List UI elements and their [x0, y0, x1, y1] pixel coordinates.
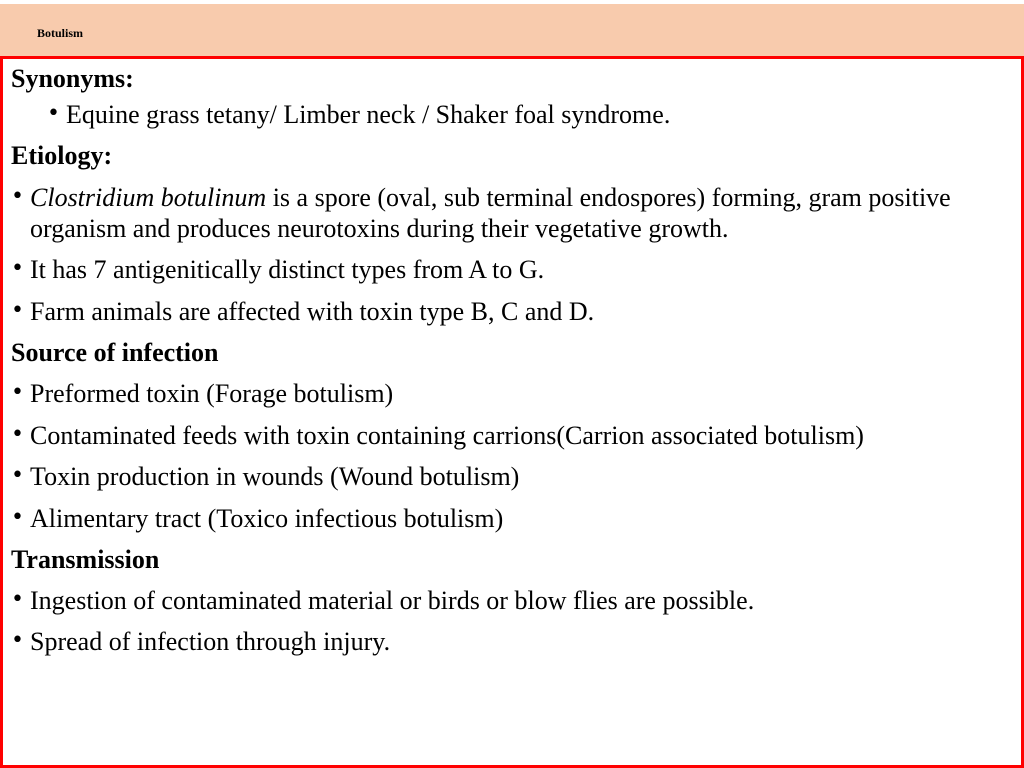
bullet-icon: • [11, 628, 24, 653]
synonyms-item: Equine grass tetany/ Limber neck / Shaker foal syndrome. [66, 100, 671, 129]
bullet-icon: • [11, 184, 24, 209]
list-item [11, 420, 1011, 451]
list-item [11, 378, 971, 409]
etiology-item-3: Farm animals are affected with toxin type B, C and D. [30, 297, 595, 326]
list-item [11, 461, 971, 492]
content-box [0, 56, 1024, 768]
list-item [11, 254, 971, 285]
etiology-heading: Etiology: [11, 141, 113, 170]
etiology-item-2: It has 7 antigenitically distinct types from A to G. [30, 255, 545, 284]
bullet-icon: • [11, 256, 24, 281]
transmission-item-1: Ingestion of contaminated material or birds or blow flies are possible. [30, 586, 755, 615]
bullet-icon: • [47, 101, 60, 126]
bullet-icon: • [11, 505, 24, 530]
etiology-item-1 [30, 182, 961, 244]
list-item [11, 296, 971, 327]
source-item-3: Toxin production in wounds (Wound botulism) [30, 462, 520, 491]
list-item [11, 585, 971, 616]
source-item-2: Contaminated feeds with toxin containing carrions(Carrion associated botulism) [30, 421, 864, 450]
list-item [11, 182, 961, 244]
etiology-item-1-text: is a spore (oval, sub terminal endospores) forming, gram positive organism and produces neurotoxins during their vegetative growth. [30, 183, 951, 243]
transmission-heading: Transmission [11, 545, 160, 574]
synonyms-heading: Synonyms: [11, 64, 134, 93]
list-item [47, 99, 1007, 130]
bullet-icon: • [11, 422, 24, 447]
list-item [11, 626, 971, 657]
title-bar [0, 4, 1024, 56]
bullet-icon: • [11, 587, 24, 612]
source-item-4: Alimentary tract (Toxico infectious botulism) [30, 504, 504, 533]
transmission-item-2: Spread of infection through injury. [30, 627, 391, 656]
source-heading: Source of infection [11, 338, 219, 367]
bullet-icon: • [11, 298, 24, 323]
bullet-icon: • [11, 463, 24, 488]
source-item-1: Preformed toxin (Forage botulism) [30, 379, 394, 408]
list-item [11, 503, 971, 534]
slide-title: Botulism [37, 26, 84, 40]
organism-name: Clostridium botulinum [30, 183, 267, 212]
bullet-icon: • [11, 380, 24, 405]
